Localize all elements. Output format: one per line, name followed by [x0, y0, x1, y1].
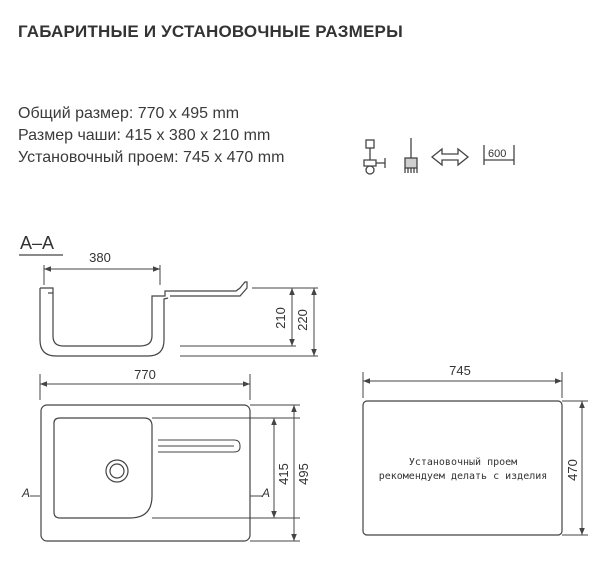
sink-section-profile: [40, 282, 247, 356]
cut-marker-right: A: [262, 486, 271, 500]
section-width-label: 380: [89, 250, 111, 265]
bowl-height-label: 415: [276, 463, 291, 485]
brush-icon: [405, 138, 417, 173]
plan-width-label: 770: [134, 367, 156, 382]
siphon-icon: [364, 140, 385, 174]
cutout-note-line2: рекомендуем делать с изделия: [378, 471, 548, 482]
cabinet-width-label: 600: [488, 148, 507, 160]
spec-overall: Общий размер: 770 x 495 mm: [18, 105, 240, 122]
drainboard-grooves: [158, 440, 240, 452]
cut-marker-left: A: [22, 486, 31, 500]
double-arrow-icon: [432, 149, 468, 165]
cabinet-600-icon: [484, 145, 514, 165]
cutout-height-label: 470: [565, 459, 580, 481]
section-width-dimension: [44, 265, 160, 285]
section-label: A–A: [20, 233, 55, 253]
cutout-width-label: 745: [449, 363, 471, 378]
sink-plan-outline: [41, 405, 250, 541]
depth-220-label: 220: [295, 309, 310, 331]
spec-bowl: Размер чаши: 415 x 380 x 210 mm: [18, 127, 271, 144]
depth-210-label: 210: [273, 307, 288, 329]
cutout-outline: [363, 401, 562, 535]
spec-cutout: Установочный проем: 745 x 470 mm: [18, 149, 285, 166]
cutout-note-line1: Установочный проем: [408, 457, 518, 468]
page-title: ГАБАРИТНЫЕ И УСТАНОВОЧНЫЕ РАЗМЕРЫ: [18, 22, 403, 41]
overall-height-label: 495: [296, 463, 311, 485]
